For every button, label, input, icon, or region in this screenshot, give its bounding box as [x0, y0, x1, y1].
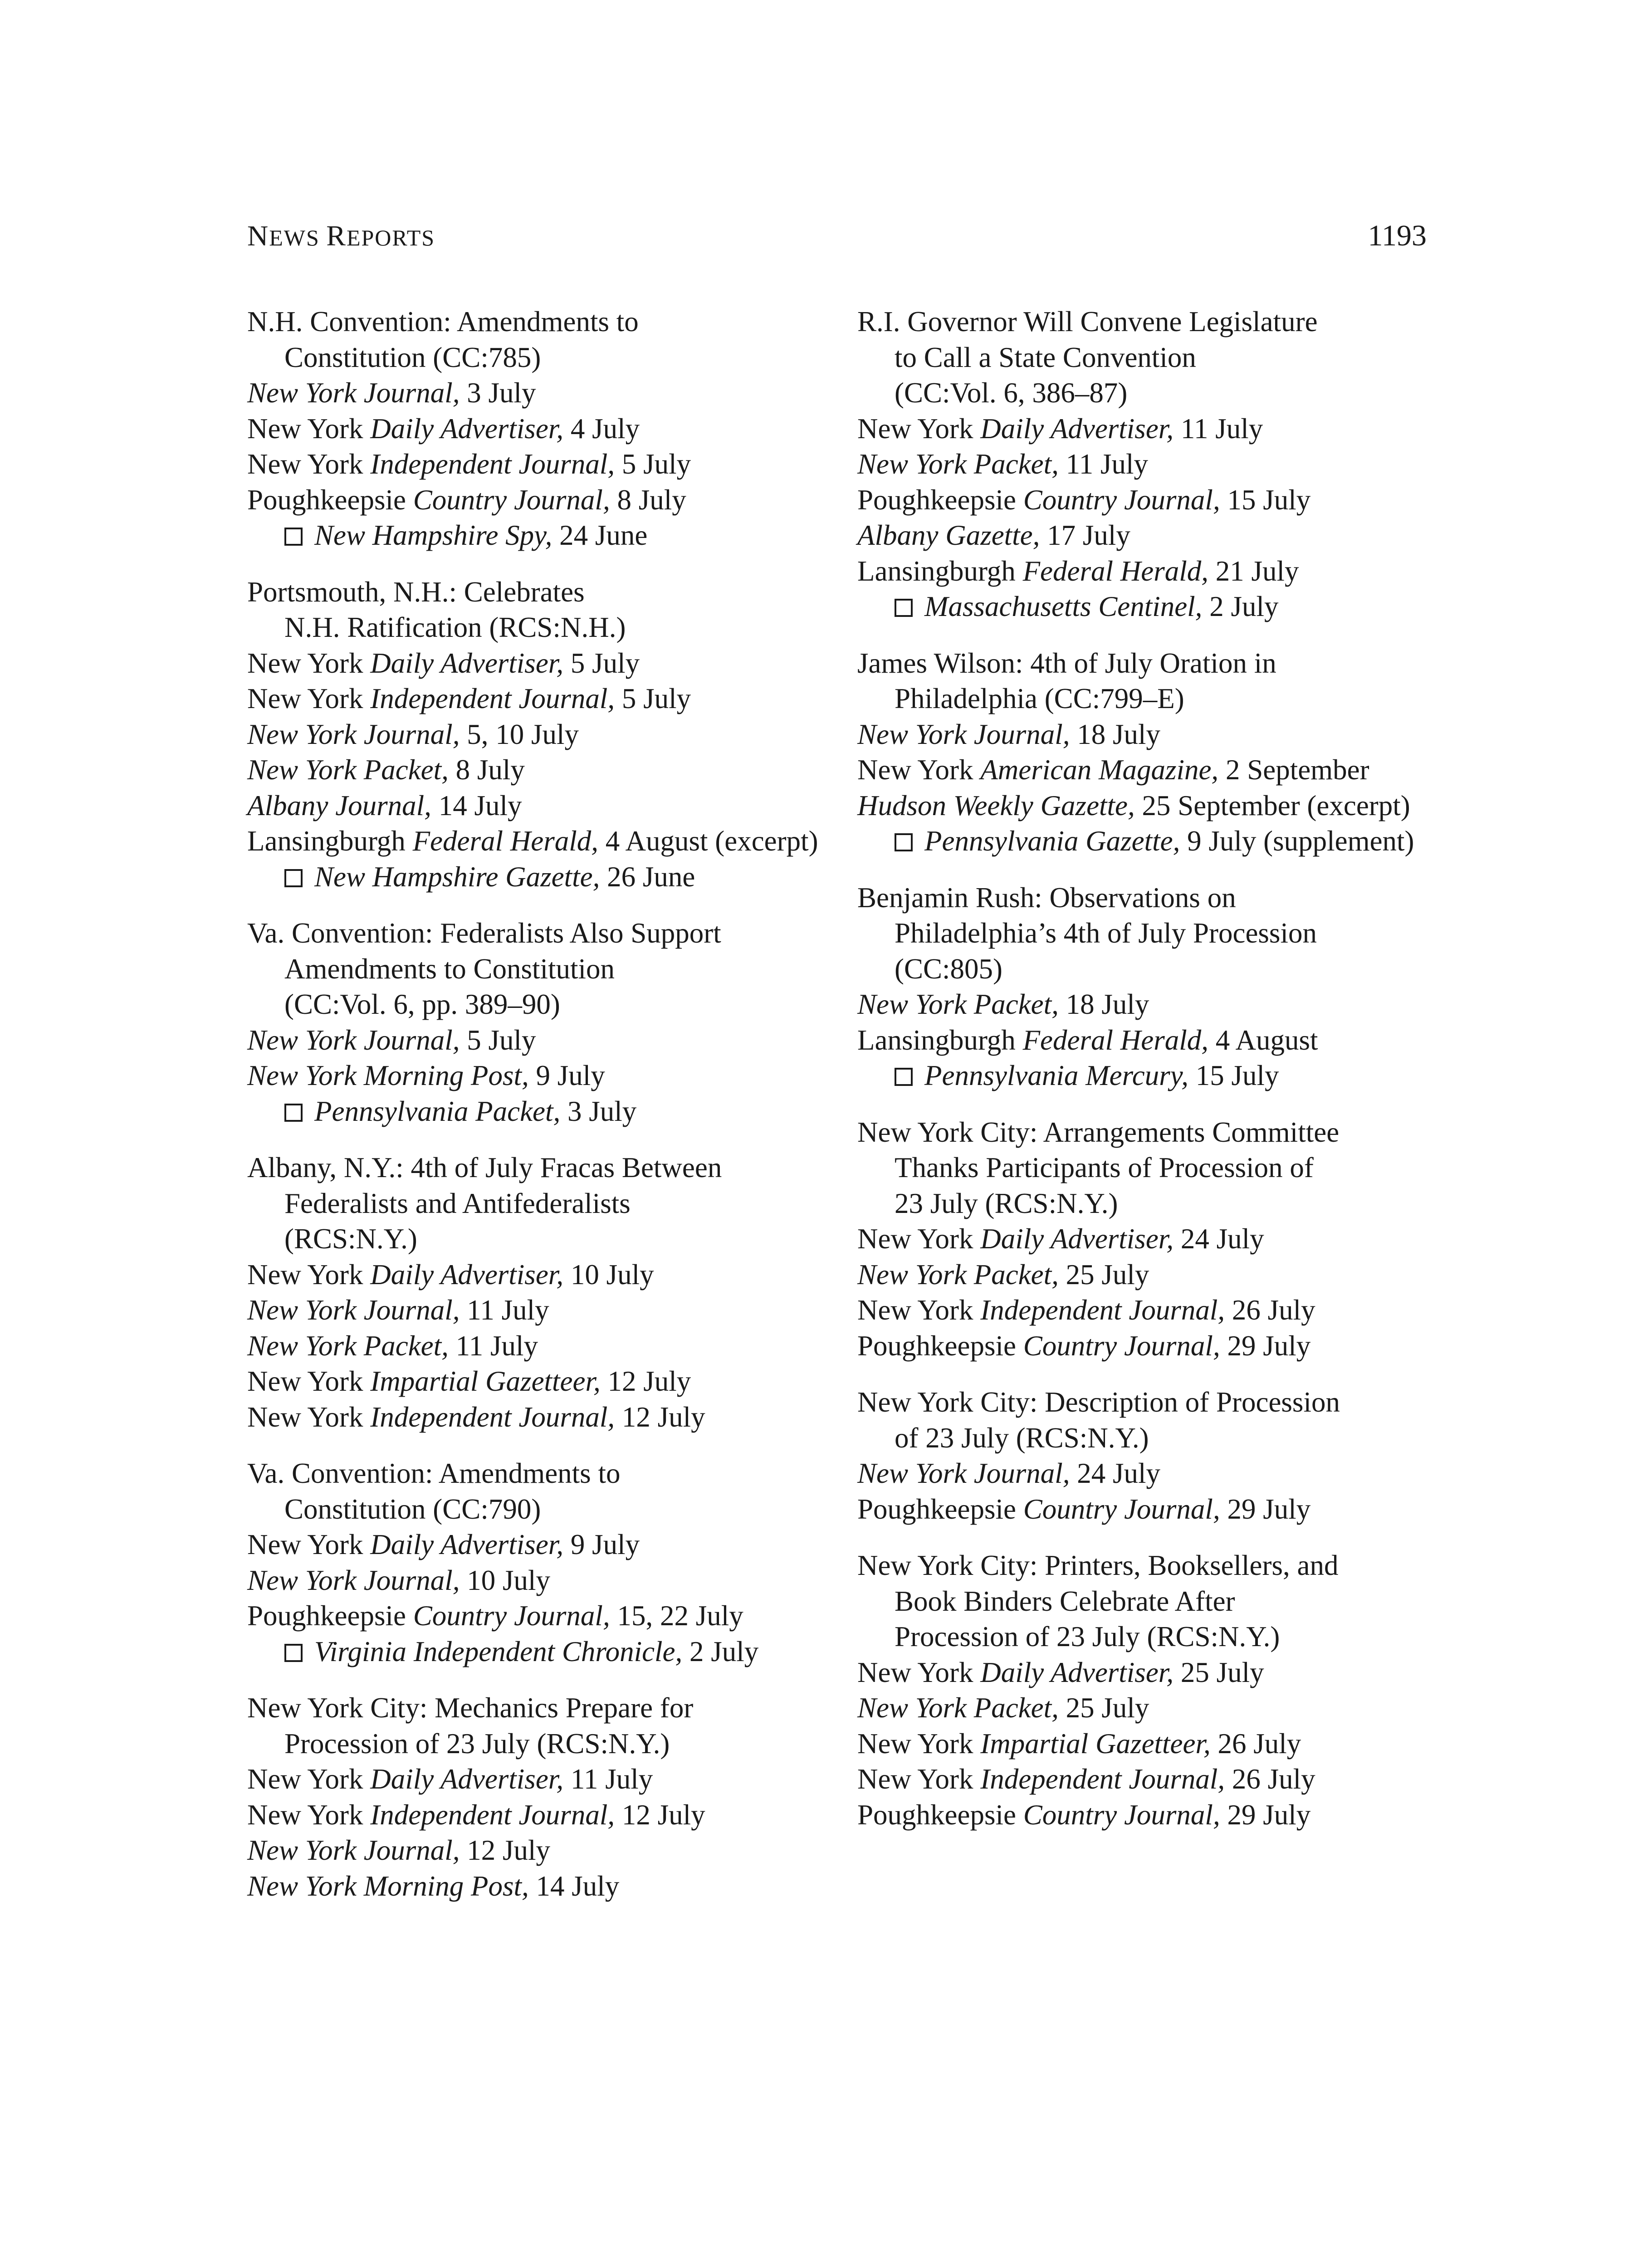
- newspaper-title: Daily Advertiser,: [980, 1223, 1174, 1255]
- newspaper-title: New York Morning Post,: [247, 1060, 529, 1091]
- newspaper-date: 11 July: [460, 1294, 549, 1326]
- newspaper-title: Federal Herald,: [412, 825, 598, 857]
- newspaper-date: 21 July: [1208, 555, 1299, 587]
- newspaper-title: New York Packet,: [857, 448, 1059, 480]
- newspaper-place: New York: [247, 647, 371, 679]
- report-entry: [247, 915, 837, 1129]
- source-date: 26 June: [600, 860, 695, 893]
- newspaper-title: Country Journal,: [1023, 484, 1220, 516]
- newspaper-line: [857, 1221, 1461, 1257]
- newspaper-title: Daily Advertiser,: [370, 647, 564, 679]
- newspaper-line: [857, 1328, 1461, 1364]
- entry-heading: James Wilson: 4th of July Oration in Philadelphia (CC:799–E): [857, 647, 1276, 714]
- newspaper-line: [247, 446, 837, 482]
- newspaper-line: [857, 1292, 1461, 1328]
- newspaper-place: New York: [857, 1727, 981, 1760]
- newspaper-date: 5 July: [563, 647, 640, 679]
- newspaper-line: [247, 1598, 837, 1634]
- source-line: [247, 859, 837, 895]
- newspaper-line: [247, 1022, 837, 1058]
- newspaper-line: [857, 446, 1461, 482]
- source-date: 9 July (supplement): [1180, 825, 1414, 857]
- report-entry: [247, 1690, 837, 1904]
- newspaper-title: Independent Journal,: [370, 1401, 615, 1433]
- newspaper-title: Federal Herald,: [1022, 555, 1208, 587]
- report-entry: [857, 1114, 1461, 1364]
- newspaper-line: [247, 1868, 837, 1904]
- newspaper-place: New York: [247, 412, 371, 445]
- checkbox-icon: [284, 869, 303, 887]
- newspaper-title: New York Packet,: [857, 1692, 1059, 1724]
- newspaper-place: New York: [247, 448, 371, 480]
- page-number: 1193: [1368, 219, 1427, 252]
- newspaper-title: Country Journal,: [1023, 1493, 1220, 1525]
- newspaper-title: Country Journal,: [413, 1600, 610, 1632]
- entry-heading: Va. Convention: Amendments to Constitution (CC:790): [247, 1457, 621, 1525]
- newspaper-line: [857, 1456, 1461, 1491]
- newspaper-line: [247, 411, 837, 447]
- newspaper-date: 4 July: [563, 412, 640, 445]
- newspaper-title: Impartial Gazetteer,: [370, 1365, 601, 1397]
- newspaper-date: 25 July: [1058, 1692, 1149, 1724]
- newspaper-line: [857, 1797, 1461, 1833]
- newspaper-line: [857, 518, 1461, 553]
- newspaper-title: Daily Advertiser,: [370, 1529, 564, 1560]
- report-entry: [247, 304, 837, 553]
- newspaper-date: 29 July: [1220, 1799, 1311, 1831]
- newspaper-line: [857, 1491, 1461, 1527]
- newspaper-line: [247, 1833, 837, 1868]
- source-title: Pennsylvania Packet,: [314, 1095, 561, 1127]
- newspaper-place: Poughkeepsie: [857, 1493, 1023, 1525]
- newspaper-date: 5 July: [615, 448, 691, 480]
- newspaper-line: [857, 482, 1461, 518]
- newspaper-line: [857, 1726, 1461, 1762]
- newspaper-line: [247, 823, 837, 859]
- newspaper-line: [857, 788, 1461, 824]
- title-cap-r: R: [326, 220, 347, 252]
- newspaper-place: Lansingburgh: [857, 1024, 1023, 1056]
- entry-heading: New York City: Printers, Booksellers, and Book Binders Celebrate After Procession of 23 July (RCS:N.Y.): [857, 1549, 1339, 1652]
- newspaper-place: New York: [247, 1529, 371, 1560]
- newspaper-date: 18 July: [1058, 988, 1149, 1020]
- newspaper-title: Independent Journal,: [370, 683, 615, 714]
- newspaper-place: New York: [857, 1656, 981, 1688]
- report-entry: [857, 304, 1461, 625]
- newspaper-date: 11 July: [563, 1763, 653, 1795]
- newspaper-line: [857, 411, 1461, 447]
- newspaper-place: New York: [247, 1258, 371, 1290]
- report-entry: [247, 574, 837, 895]
- source-date: 2 July: [1202, 591, 1279, 622]
- newspaper-date: 4 August (excerpt): [598, 825, 818, 857]
- newspaper-title: New York Journal,: [247, 1834, 460, 1866]
- newspaper-date: 15 July: [1220, 484, 1311, 516]
- newspaper-line: [857, 1022, 1461, 1058]
- newspaper-date: 12 July: [460, 1834, 551, 1866]
- entry-heading: New York City: Arrangements Committee Thanks Participants of Procession of 23 July (RCS:N.Y.): [857, 1116, 1340, 1219]
- newspaper-place: Poughkeepsie: [857, 484, 1023, 516]
- report-entry: [857, 645, 1461, 859]
- checkbox-icon: [895, 833, 913, 851]
- newspaper-line: [857, 1690, 1461, 1726]
- newspaper-line: [857, 1257, 1461, 1293]
- newspaper-line: [247, 752, 837, 788]
- newspaper-place: New York: [247, 1365, 371, 1397]
- entry-heading: R.I. Governor Will Convene Legislature to Call a State Convention (CC:Vol. 6, 386–87): [857, 306, 1318, 409]
- running-title: [247, 213, 435, 260]
- newspaper-place: Poughkeepsie: [247, 484, 413, 516]
- newspaper-title: New York Packet,: [247, 1330, 449, 1362]
- newspaper-line: [857, 752, 1461, 788]
- entry-heading: New York City: Description of Procession of 23 July (RCS:N.Y.): [857, 1386, 1340, 1454]
- newspaper-title: New York Journal,: [247, 1294, 460, 1326]
- newspaper-line: [247, 375, 837, 411]
- newspaper-line: [857, 553, 1461, 589]
- newspaper-date: 14 July: [528, 1870, 620, 1902]
- newspaper-date: 17 July: [1040, 519, 1130, 551]
- newspaper-title: Country Journal,: [413, 484, 610, 516]
- newspaper-title: Country Journal,: [1023, 1799, 1220, 1831]
- newspaper-place: New York: [857, 412, 981, 445]
- newspaper-date: 26 July: [1225, 1294, 1315, 1326]
- newspaper-line: [247, 1527, 837, 1563]
- entry-heading: Portsmouth, N.H.: Celebrates N.H. Ratification (RCS:N.H.): [247, 576, 626, 643]
- report-entry: [247, 1150, 837, 1435]
- newspaper-place: Poughkeepsie: [247, 1600, 413, 1632]
- newspaper-place: New York: [857, 754, 981, 786]
- source-date: 15 July: [1188, 1060, 1279, 1091]
- newspaper-date: 8 July: [448, 754, 525, 786]
- entry-heading: Benjamin Rush: Observations on Philadelphia’s 4th of July Procession (CC:805): [857, 881, 1317, 985]
- newspaper-title: New York Morning Post,: [247, 1870, 529, 1902]
- entry-heading: Va. Convention: Federalists Also Support Amendments to Constitution (CC:Vol. 6, pp. 389–90): [247, 917, 721, 1020]
- source-title: New Hampshire Gazette,: [314, 860, 600, 893]
- newspaper-date: 8 July: [610, 484, 686, 516]
- source-title: New Hampshire Spy,: [314, 519, 552, 551]
- newspaper-title: Country Journal,: [1023, 1330, 1220, 1362]
- newspaper-place: Poughkeepsie: [857, 1799, 1023, 1831]
- newspaper-place: New York: [247, 1763, 371, 1795]
- newspaper-date: 29 July: [1220, 1493, 1311, 1525]
- newspaper-title: Albany Journal,: [247, 789, 431, 821]
- checkbox-icon: [895, 1068, 913, 1086]
- source-line: [857, 1058, 1461, 1094]
- newspaper-title: New York Journal,: [247, 1564, 460, 1596]
- newspaper-line: [247, 717, 837, 753]
- newspaper-line: [857, 987, 1461, 1022]
- newspaper-title: New York Journal,: [857, 1457, 1070, 1489]
- newspaper-title: Daily Advertiser,: [980, 1656, 1174, 1688]
- newspaper-place: Poughkeepsie: [857, 1330, 1023, 1362]
- source-title: Massachusetts Centinel,: [924, 591, 1203, 622]
- newspaper-date: 3 July: [460, 377, 536, 409]
- newspaper-line: [857, 717, 1461, 753]
- newspaper-date: 5 July: [615, 683, 691, 714]
- newspaper-date: 12 July: [600, 1365, 691, 1397]
- source-title: Virginia Independent Chronicle,: [314, 1635, 683, 1667]
- newspaper-date: 29 July: [1220, 1330, 1311, 1362]
- newspaper-date: 5 July: [460, 1024, 536, 1056]
- newspaper-date: 18 July: [1070, 718, 1161, 750]
- entry-heading: N.H. Convention: Amendments to Constitution (CC:785): [247, 306, 639, 373]
- newspaper-date: 12 July: [615, 1401, 705, 1433]
- source-date: 2 July: [682, 1635, 759, 1667]
- newspaper-date: 15, 22 July: [610, 1600, 743, 1632]
- newspaper-title: New York Packet,: [857, 988, 1059, 1020]
- newspaper-title: Albany Gazette,: [857, 519, 1040, 551]
- newspaper-date: 9 July: [528, 1060, 605, 1091]
- running-head: [247, 213, 1427, 259]
- newspaper-place: New York: [247, 1401, 371, 1433]
- newspaper-line: [247, 1364, 837, 1399]
- newspaper-line: [247, 681, 837, 717]
- newspaper-date: 2 September: [1218, 754, 1369, 786]
- source-line: [247, 518, 837, 553]
- source-line: [247, 1634, 837, 1670]
- newspaper-title: Daily Advertiser,: [980, 412, 1174, 445]
- newspaper-place: New York: [247, 1799, 371, 1831]
- newspaper-line: [247, 482, 837, 518]
- newspaper-title: New York Packet,: [857, 1258, 1059, 1290]
- report-entry: [857, 1548, 1461, 1833]
- newspaper-line: [247, 1257, 837, 1293]
- newspaper-date: 5, 10 July: [460, 718, 579, 750]
- source-line: [857, 589, 1461, 625]
- checkbox-icon: [895, 599, 913, 617]
- entry-heading: Albany, N.Y.: 4th of July Fracas Between Federalists and Antifederalists (RCS:N.Y.): [247, 1152, 722, 1255]
- source-date: 24 June: [552, 519, 648, 551]
- title-rest-2: EPORTS: [346, 225, 435, 250]
- newspaper-place: New York: [857, 1763, 981, 1795]
- title-cap-n: N: [247, 220, 269, 252]
- right-column: [857, 304, 1461, 1853]
- newspaper-place: New York: [247, 683, 371, 714]
- newspaper-title: Hudson Weekly Gazette,: [857, 789, 1135, 821]
- newspaper-line: [247, 1563, 837, 1598]
- newspaper-line: [857, 1655, 1461, 1691]
- newspaper-place: New York: [857, 1294, 981, 1326]
- newspaper-title: New York Journal,: [247, 377, 460, 409]
- newspaper-title: American Magazine,: [980, 754, 1219, 786]
- source-line: [857, 823, 1461, 859]
- newspaper-title: Daily Advertiser,: [370, 412, 564, 445]
- newspaper-place: Lansingburgh: [247, 825, 413, 857]
- source-title: Pennsylvania Gazette,: [924, 825, 1180, 857]
- newspaper-date: 11 July: [448, 1330, 538, 1362]
- newspaper-date: 11 July: [1173, 412, 1263, 445]
- newspaper-date: 24 July: [1173, 1223, 1264, 1255]
- newspaper-title: New York Journal,: [247, 1024, 460, 1056]
- newspaper-title: Daily Advertiser,: [370, 1258, 564, 1290]
- newspaper-line: [247, 645, 837, 681]
- newspaper-date: 11 July: [1058, 448, 1149, 480]
- newspaper-date: 25 July: [1173, 1656, 1264, 1688]
- newspaper-title: Independent Journal,: [980, 1763, 1225, 1795]
- newspaper-date: 25 September (excerpt): [1134, 789, 1410, 821]
- source-line: [247, 1094, 837, 1129]
- newspaper-date: 26 July: [1225, 1763, 1315, 1795]
- newspaper-date: 14 July: [431, 789, 522, 821]
- newspaper-title: Federal Herald,: [1022, 1024, 1208, 1056]
- newspaper-line: [247, 788, 837, 824]
- checkbox-icon: [284, 1644, 303, 1662]
- report-entry: [857, 880, 1461, 1094]
- newspaper-title: Independent Journal,: [980, 1294, 1225, 1326]
- report-entry: [247, 1456, 837, 1669]
- newspaper-line: [857, 1761, 1461, 1797]
- newspaper-date: 12 July: [615, 1799, 705, 1831]
- newspaper-title: Daily Advertiser,: [370, 1763, 564, 1795]
- newspaper-date: 26 July: [1210, 1727, 1301, 1760]
- newspaper-title: New York Packet,: [247, 754, 449, 786]
- newspaper-line: [247, 1761, 837, 1797]
- newspaper-line: [247, 1399, 837, 1435]
- newspaper-date: 25 July: [1058, 1258, 1149, 1290]
- newspaper-line: [247, 1328, 837, 1364]
- report-entry: [857, 1384, 1461, 1527]
- newspaper-title: New York Journal,: [857, 718, 1070, 750]
- newspaper-place: Lansingburgh: [857, 555, 1023, 587]
- newspaper-date: 4 August: [1208, 1024, 1318, 1056]
- newspaper-date: 10 July: [563, 1258, 654, 1290]
- newspaper-date: 24 July: [1070, 1457, 1161, 1489]
- newspaper-title: New York Journal,: [247, 718, 460, 750]
- source-date: 3 July: [560, 1095, 637, 1127]
- checkbox-icon: [284, 1104, 303, 1122]
- newspaper-line: [247, 1058, 837, 1094]
- newspaper-title: Independent Journal,: [370, 1799, 615, 1831]
- newspaper-title: Impartial Gazetteer,: [980, 1727, 1211, 1760]
- left-column: [247, 304, 837, 1925]
- newspaper-date: 9 July: [563, 1529, 640, 1560]
- newspaper-line: [247, 1292, 837, 1328]
- newspaper-place: New York: [857, 1223, 981, 1255]
- newspaper-date: 10 July: [460, 1564, 551, 1596]
- newspaper-title: Independent Journal,: [370, 448, 615, 480]
- title-rest-1: EWS: [269, 225, 327, 250]
- source-title: Pennsylvania Mercury,: [924, 1060, 1188, 1091]
- newspaper-line: [247, 1797, 837, 1833]
- checkbox-icon: [284, 528, 303, 546]
- entry-heading: New York City: Mechanics Prepare for Procession of 23 July (RCS:N.Y.): [247, 1692, 694, 1760]
